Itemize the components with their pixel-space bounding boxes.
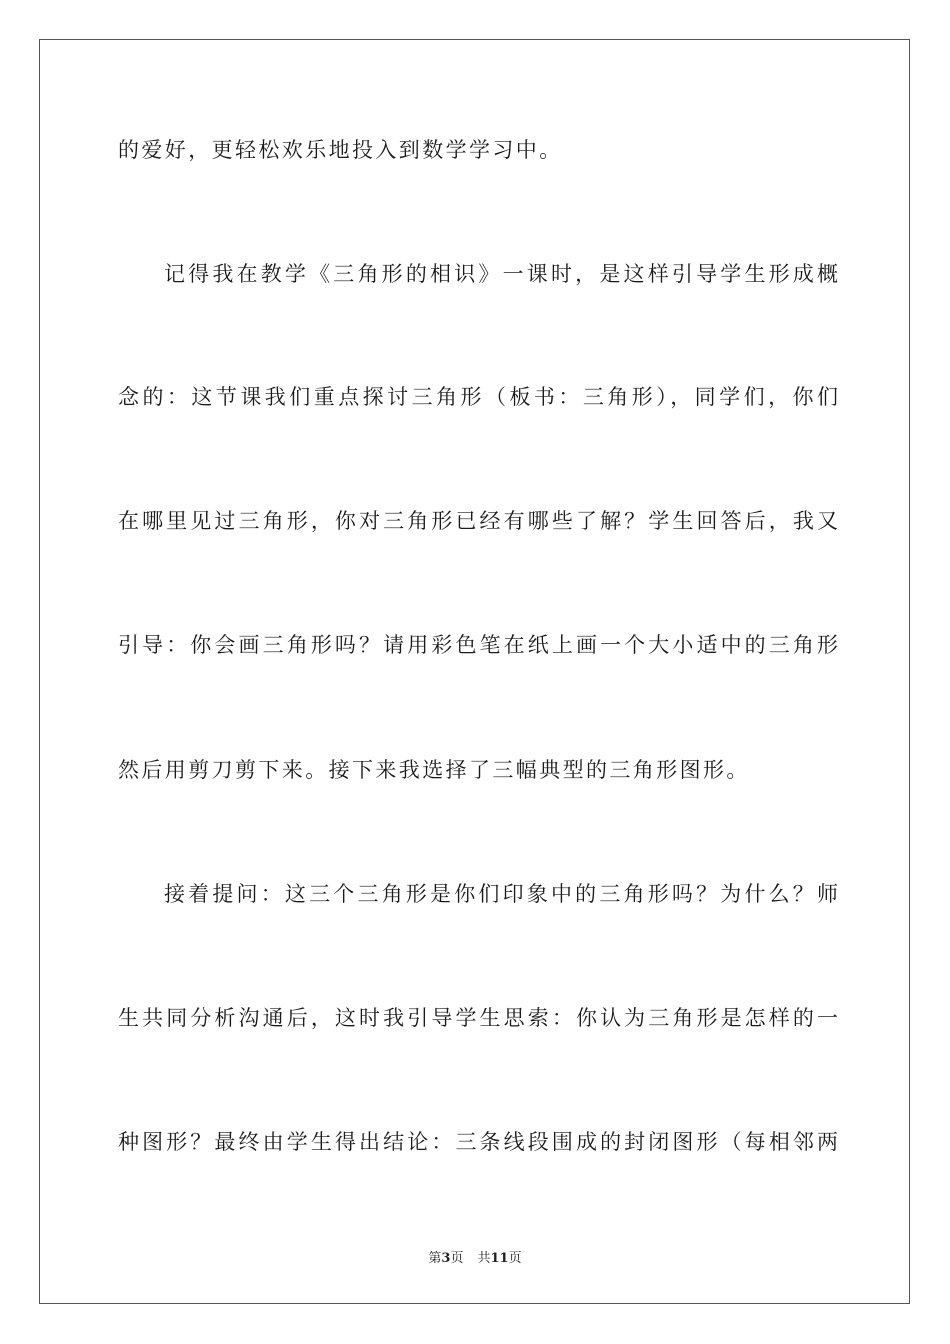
footer-total-suffix: 页: [508, 1251, 522, 1266]
text-line: 念的：这节课我们重点探讨三角形（板书：三角形），同学们，你们: [118, 385, 838, 409]
footer-total-prefix: 共: [477, 1251, 491, 1266]
page-frame: [39, 39, 910, 1304]
text-line: 的爱好，更轻松欢乐地投入到数学学习中。: [118, 138, 563, 162]
text-line: 引导：你会画三角形吗？请用彩色笔在纸上画一个大小适中的三角形: [118, 633, 838, 657]
text-line: 种图形？最终由学生得出结论：三条线段围成的封闭图形（每相邻两: [118, 1130, 838, 1154]
text-line: 记得我在教学《三角形的相识》一课时，是这样引导学生形成概: [164, 262, 838, 286]
text-line: 接着提问：这三个三角形是你们印象中的三角形吗？为什么？师: [164, 882, 838, 906]
footer-page-suffix: 页: [450, 1251, 464, 1266]
footer-total-number: 11: [490, 1251, 509, 1266]
footer-page-prefix: 第: [428, 1251, 442, 1266]
text-line: 在哪里见过三角形，你对三角形已经有哪些了解？学生回答后，我又: [118, 509, 838, 533]
page-footer: [0, 1247, 950, 1266]
footer-page-number: 3: [441, 1251, 451, 1266]
text-line: 然后用剪刀剪下来。接下来我选择了三幅典型的三角形图形。: [118, 758, 750, 782]
text-line: 生共同分析沟通后，这时我引导学生思索：你认为三角形是怎样的一: [118, 1006, 838, 1030]
